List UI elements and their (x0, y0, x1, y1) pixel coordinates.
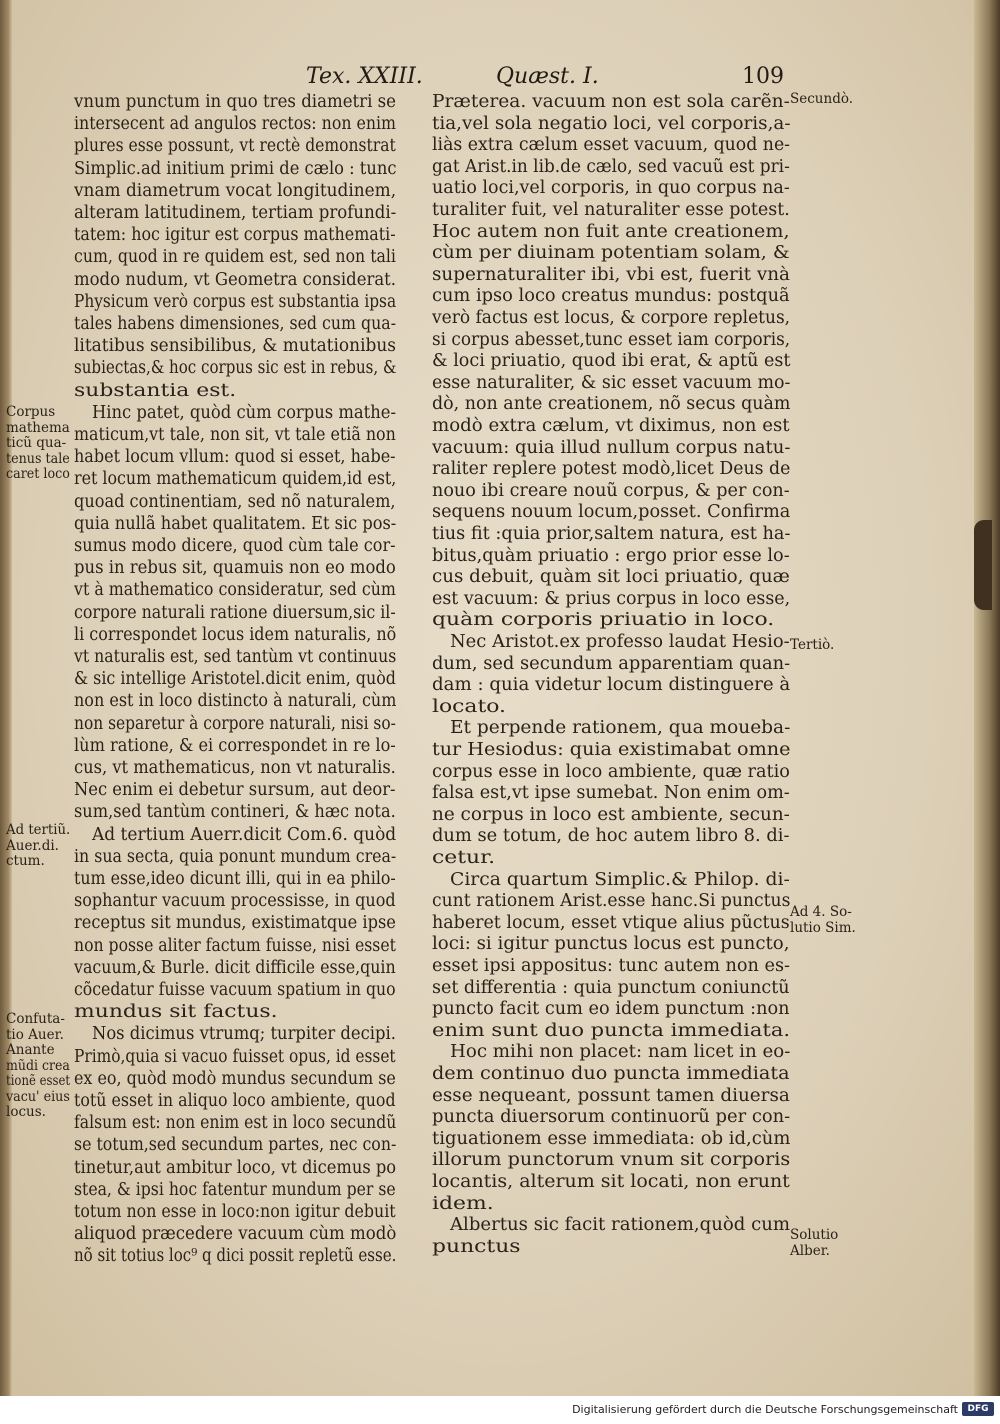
text-line: substantia est. (74, 380, 237, 401)
text-line: in sua secta, quia ponunt mundum crea- (74, 846, 397, 867)
text-line: sequens nouum locum,posset. Confirma (432, 502, 791, 523)
margin-note-line: ctum. (6, 853, 45, 869)
text-line: vnum punctum in quo tres diametri se (74, 92, 396, 112)
text-line: Hoc autem non fuit ante creationem, (432, 221, 790, 242)
text-line: intersecent ad angulos rectos: non enim (74, 114, 397, 135)
text-line: litatibus sensibilibus, & mutationibus (74, 336, 397, 357)
margin-note-line: Solutio (790, 1227, 839, 1243)
text-line: nõ sit totius loc⁹ q dici possit repletũ esse. (74, 1246, 397, 1267)
text-line: vt à mathematico consideratur, sed cùm (74, 580, 396, 601)
text-line: sophantur vacuum processisse, in quod (74, 891, 396, 912)
text-line: plures esse possunt, vt rectè demonstrat (74, 136, 396, 157)
text-line: Albertus sic facit rationem,quòd cum (450, 1215, 791, 1236)
footer-credit: Digitalisierung gefördert durch die Deutsche Forschungsgemeinschaft (572, 1403, 958, 1416)
text-line: dum, sed secundum apparentiam quan- (432, 653, 791, 674)
text-line: tum esse,ideo dicunt illi, qui in ea philo- (74, 869, 396, 889)
text-line: si corpus abesset,tunc esset iam corporis, (432, 329, 791, 350)
text-line: se totum,sed secundum partes, nec con- (74, 1135, 397, 1156)
text-line: Nec enim ei debetur sursum, aut deor- (74, 780, 396, 801)
text-line: set differentia : quia punctum coniunctũ (432, 977, 790, 998)
text-line: liàs extra cælum esset vacuum, quod ne- (432, 135, 791, 156)
text-line: supernaturaliter ibi, vbi est, fuerit vnà (432, 264, 791, 285)
margin-note-line: tionẽ esset (6, 1073, 71, 1089)
text-line: est vacuum: & prius corpus in loco esse, (432, 588, 791, 609)
text-line: sumus modo dicere, quod cùm tale cor- (74, 536, 396, 556)
text-line: falsum est: non enim est in loco secundũ (74, 1113, 397, 1134)
text-line: sum,sed tantùm contineri, & hæc nota. (74, 802, 396, 823)
text-line: haberet locum, esset vtique alius pũctus (432, 912, 790, 933)
text-line: locantis, alterum sit locati, non erunt (432, 1172, 790, 1192)
text-line: ret locum mathematicum quidem,id est, (74, 469, 397, 490)
text-line: alteram latitudinem, tertiam profundi- (74, 203, 397, 223)
margin-note-line: Tertiò. (790, 637, 835, 653)
running-head-text: Tex. XXIII. (306, 64, 423, 89)
text-line: quoad continentiam, sed nõ naturalem, (74, 491, 396, 512)
text-line: tinetur,aut ambitur loco, vt dicemus po (74, 1157, 397, 1178)
margin-note-line: Auer.di. (6, 837, 59, 854)
page-number: 109 (742, 64, 784, 89)
margin-note-line: Secundò. (790, 91, 854, 107)
text-line: tius fit :quia prior,saltem natura, est ha- (432, 524, 791, 544)
book-spine-shadow (0, 0, 12, 1396)
text-line: tur Hesiodus: quia existimabat omne (432, 740, 791, 760)
text-line: subiectas,& hoc corpus sic est in rebus, & (74, 358, 397, 379)
text-line: corpus esse in loco ambiente, quæ ratio (432, 761, 790, 782)
text-line: illorum punctorum vnum sit corporis (432, 1150, 791, 1171)
text-line: habet locum vllum: quod si esset, habe- (74, 447, 396, 468)
text-line: Præterea. vacuum non est sola carẽn- (432, 92, 790, 112)
text-line: stea, & ipsi hoc fatentur mundum per se (74, 1179, 396, 1200)
text-line: Et perpende rationem, qua moueba- (450, 718, 791, 739)
text-line: turaliter fuit, vel naturaliter esse potest. (432, 200, 790, 220)
text-line: dam : quia videtur locum distinguere à (432, 675, 791, 696)
text-line: Hoc mihi non placet: nam licet in eo- (450, 1042, 791, 1063)
margin-note-line: Ad tertiũ. (6, 822, 71, 838)
text-line: bitus,quàm priuatio : ergo prior esse lo- (432, 545, 790, 566)
text-line: Nec Aristot.ex professo laudat Hesio- (450, 632, 790, 652)
margin-note-line: lutio Sim. (790, 919, 856, 936)
page-edge-shadow (974, 0, 1000, 1396)
margin-note-line: Anante (6, 1042, 55, 1058)
margin-note-line: mathema (6, 419, 70, 436)
text-line: dum se totum, de hoc autem libro 8. di- (432, 826, 790, 847)
text-line: vacuum: quia illud nullum corpus natu- (432, 437, 791, 458)
digitization-footer (0, 1396, 1000, 1424)
text-line: totũ esset in aliquo loco ambiente, quod (74, 1091, 396, 1111)
margin-note-line: ticũ qua- (6, 435, 67, 451)
text-line: cunt rationem Arist.esse hanc.Si punctus (432, 891, 791, 912)
text-line: cus debuit, quàm sit loci priuatio, quæ (432, 567, 790, 588)
text-line: loci: si igitur punctus locus est puncto, (432, 934, 790, 955)
margin-note-line: tio Auer. (6, 1026, 64, 1043)
text-line: & sic intellige Aristotel.dicit enim, quòd (74, 669, 396, 690)
margin-note-line: mũdi crea (6, 1057, 70, 1074)
text-line: tales habens dimensiones, sed cum qua- (74, 314, 397, 334)
text-line: Primò,quia si vacuo fuisset opus, id esset (74, 1046, 396, 1067)
margin-note-line: locus. (6, 1104, 46, 1120)
text-line: Circa quartum Simplic.& Philop. di- (450, 869, 790, 890)
text-line: lùm ratione, & ei correspondet in re lo- (74, 735, 396, 756)
text-line: receptus sit mundus, existimatque ipse (74, 913, 396, 934)
text-line: Nos dicimus vtrumq; turpiter decipi. (92, 1024, 396, 1045)
text-line: falsa est,vt ipse sumebat. Non enim om- (432, 783, 790, 804)
text-line: Simplic.ad initium primi de cælo : tunc (74, 158, 397, 179)
text-line: nouo ibi creare nouũ corpus, & per con- (432, 480, 790, 501)
text-line: Ad tertium Auerr.dicit Com.6. quòd (92, 824, 397, 845)
text-line: Hinc patet, quòd cùm corpus mathe- (92, 402, 396, 423)
text-line: cum ipso loco creatus mundus: postquã (432, 286, 790, 307)
text-line: totum non esse in loco:non igitur debuit (74, 1202, 396, 1222)
text-line: ex eo, quòd modò mundus secundum se (74, 1068, 396, 1089)
text-line: quia nullã habet qualitatem. Et sic pos- (74, 513, 397, 534)
text-line: corpore naturali ratione diuersum,sic il- (74, 602, 396, 623)
text-line: mundus sit factus. (74, 1002, 278, 1023)
page-edge-notch (974, 520, 992, 610)
text-line: modo nudum, vt Geometra considerat. (74, 269, 397, 290)
margin-note-line: vacu' eius (6, 1088, 70, 1105)
text-line: raliter replere potest modò,licet Deus de (432, 459, 791, 480)
text-line: non posse aliter factum fuisse, nisi esset (74, 935, 396, 956)
margin-note-line: tenus tale (6, 450, 70, 467)
text-line: cõcedatur fuisse vacuum spatium in quo (74, 980, 396, 1000)
text-line: puncto facit cum eo idem punctum :non (432, 999, 790, 1020)
running-head-question: Quæst. I. (496, 64, 599, 89)
text-line: maticum,vt tale, non sit, vt tale etiã non (74, 425, 396, 445)
text-line: tia,vel sola negatio loci, vel corporis,a- (432, 113, 791, 134)
text-line: aliquod præcedere vacuum cùm modò (74, 1224, 397, 1245)
dfg-logo: DFG (962, 1402, 994, 1416)
text-line: esse naturaliter, & sic esset vacuum mo- (432, 372, 791, 393)
text-line: gat Arist.in lib.de cælo, sed vacuũ est pri- (432, 156, 790, 177)
text-line: tatem: hoc igitur est corpus mathemati- (74, 225, 396, 246)
margin-note-line: Confuta- (6, 1011, 65, 1027)
text-line: non est in loco distincto à naturali, cùm (74, 691, 397, 712)
text-line: esset ipsi appositus: tunc autem non es- (432, 956, 790, 976)
text-line: cum, quod in re quidem est, sed non tali (74, 247, 396, 268)
text-line: Physicum verò corpus est substantia ipsa (74, 291, 397, 312)
text-line: dò, non ante creationem, nõ secus quàm (432, 394, 791, 415)
text-line: enim sunt duo puncta immediata. (432, 1020, 791, 1041)
text-line: cetur. (432, 848, 496, 868)
margin-note-line: caret loco (6, 466, 70, 482)
text-line: esse nequeant, possunt tamen diuersa (432, 1085, 790, 1106)
text-line: li correspondet locus idem naturalis, nõ (74, 624, 397, 645)
text-line: non separetur à corpore naturali, nisi so- (74, 713, 396, 734)
text-line: dem continuo duo puncta immediata (432, 1064, 790, 1084)
text-line: locato. (432, 696, 507, 717)
text-line: quàm corporis priuatio in loco. (432, 610, 775, 631)
text-line: idem. (432, 1193, 494, 1214)
text-line: verò factus est locus, & corpore repletus, (432, 308, 791, 328)
text-line: ne corpus in loco est ambiente, secun- (432, 804, 790, 825)
text-line: tiguationem esse immediata: ob id,cùm (432, 1128, 791, 1149)
margin-note-line: Corpus (6, 404, 56, 420)
text-line: cùm per diuinam potentiam solam, & (432, 243, 790, 264)
text-line: punctus (432, 1236, 521, 1257)
text-line: cus, vt mathematicus, non vt naturalis. (74, 758, 396, 778)
margin-note-line: Alber. (790, 1242, 830, 1259)
margin-note-line: Ad 4. So- (790, 904, 852, 920)
text-line: & loci priuatio, quod ibi erat, & aptũ est (432, 351, 791, 372)
text-line: vacuum,& Burle. dicit difficile esse,quin (74, 957, 396, 978)
text-line: pus in rebus sit, quamuis non eo modo (74, 558, 396, 579)
text-line: uatio loci,vel corporis, in quo corpus na- (432, 178, 790, 199)
text-line: vt naturalis est, sed tantùm vt continuus (74, 647, 397, 667)
text-line: modò extra cælum, vt diximus, non est (432, 416, 790, 436)
text-line: puncta diuersorum continuorũ per con- (432, 1107, 791, 1128)
text-line: vnam diametrum vocat longitudinem, (74, 180, 397, 201)
